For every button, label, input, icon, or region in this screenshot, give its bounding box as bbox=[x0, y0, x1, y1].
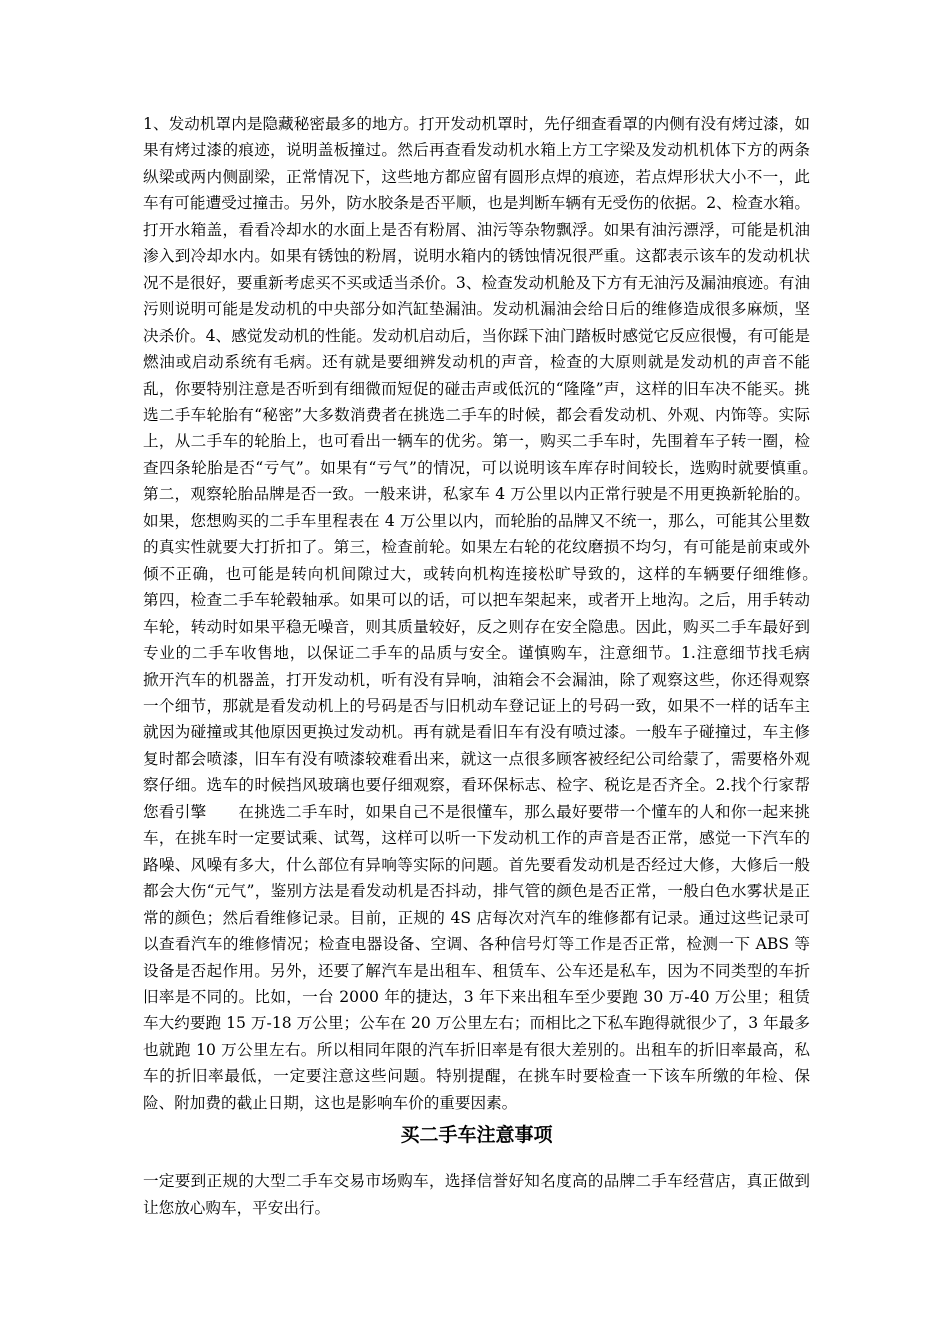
notice-paragraph: 一定要到正规的大型二手车交易市场购车，选择信誉好知名度高的品牌二手车经营店，真正做到让您放心购车，平安出行。 bbox=[143, 1172, 810, 1217]
section-title: 买二手车注意事项 bbox=[400, 1124, 553, 1147]
main-paragraph: 1、发动机罩内是隐藏秘密最多的地方。打开发动机罩时，先仔细查看罩的内侧有没有烤过漆，如果有烤过漆的痕迹，说明盖板撞过。然后再查看发动机水箱上方工字梁及发动机机体下方的两条纵梁或两内侧副梁，正常情况下，这些地方都应留有圆形点焊的痕迹，若点焊形状大小不一，此车有可能遭受过撞击。另外，防水胶条是否平顺，也是判断车辆有无受伤的依据。2、检查水箱。打开水箱盖，看看冷却水的水面上是否有粉屑、油污等杂物飘浮。如果有油污漂浮，可能是机油渗入到冷却水内。如果有锈蚀的粉屑，说明水箱内的锈蚀情况很严重。这都表示该车的发动机状况不是很好，要重新考虑买不买或适当杀价。3、检查发动机舱及下方有无油污及漏油痕迹。有油污则说明可能是发动机的中央部分如汽缸垫漏油。发动机漏油会给日后的维修造成很多麻烦，坚决杀价。4、感觉发动机的性能。发动机启动后，当你踩下油门踏板时感觉它反应很慢，有可能是燃油或启动系统有毛病。还有就是要细辨发动机的声音，检查的大原则就是发动机的声音不能乱，你要特别注意是否听到有细微而短促的碰击声或低沉的“隆隆”声，这样的旧车决不能买。挑选二手车轮胎有“秘密”大多数消费者在挑选二手车的时候，都会看发动机、外观、内饰等。实际上，从二手车的轮胎上，也可看出一辆车的优劣。第一，购买二手车时，先围着车子转一圈，检查四条轮胎是否“亏气”。如果有“亏气”的情况，可以说明该车库存时间较长，选购时就要慎重。 第二，观察轮胎品牌是否一致。一般来讲，私家车 4 万公里以内正常行驶是不用更换新轮胎的。如果，您想购买的二手车里程表在 4 万公里以内，而轮胎的品牌又不统一，那么，可能其公里数的真实性就要大打折扣了。第三，检查前轮。如果左右轮的花纹磨损不均匀，有可能是前束或外倾不正确，也可能是转向机间隙过大，或转向机构连接松旷导致的，这样的车辆要仔细维修。 第四，检查二手车轮毂轴承。如果可以的话，可以把车架起来，或者开上地沟。之后，用手转动车轮，转动时如果平稳无噪音，则其质量较好，反之则存在安全隐患。因此，购买二手车最好到专业的二手车收售地，以保证二手车的品质与安全。谨慎购车，注意细节。1.注意细节找毛病 掀开汽车的机器盖，打开发动机，听有没有异响，油箱会不会漏油，除了观察这些，你还得观察一个细节，那就是看发动机上的号码是否与旧机动车登记证上的号码一致，如果不一样的话车主就因为碰撞或其他原因更换过发动机。再有就是看旧车有没有喷过漆。一般车子碰撞过，车主修复时都会喷漆，旧车有没有喷漆较难看出来，就这一点很多顾客被经纪公司给蒙了，需要格外观察仔细。选车的时候挡风玻璃也要仔细观察，看环保标志、检字、税讫是否齐全。2.找个行家帮您看引擎 在挑选二手车时，如果自己不是很懂车，那么最好要带一个懂车的人和你一起来挑车，在挑车时一定要试乘、试驾，这样可以听一下发动机工作的声音是否正常，感觉一下汽车的路噪、风噪有多大，什么部位有异响等实际的问题。首先要看发动机是否经过大修，大修后一般都会大伤“元气”，鉴别方法是看发动机是否抖动，排气管的颜色是否正常，一般白色水雾状是正常的颜色；然后看维修记录。目前，正规的 4S 店每次对汽车的维修都有记录。通过这些记录可以查看汽车的维修情况；检查电器设备、空调、各种信号灯等工作是否正常，检测一下 ABS 等设备是否起作用。另外，还要了解汽车是出租车、租赁车、公车还是私车，因为不同类型的车折旧率是不同的。比如，一台 2000 年的捷达，3 年下来出租车至少要跑 30 万-40 万公里；租赁车大约要跑 15 万-18 万公里；公车在 20 万公里左右；而相比之下私车跑得就很少了，3 年最多也就跑 10 万公里左右。所以相同年限的汽车折旧率是有很大差别的。出租车的折旧率最高，私车的折旧率最低，一定要注意这些问题。特别提醒，在挑车时要检查一下该车所缴的年检、保险、附加费的截止日期，这也是影响车价的重要因素。 bbox=[143, 115, 842, 1112]
document-content bbox=[143, 111, 842, 1221]
